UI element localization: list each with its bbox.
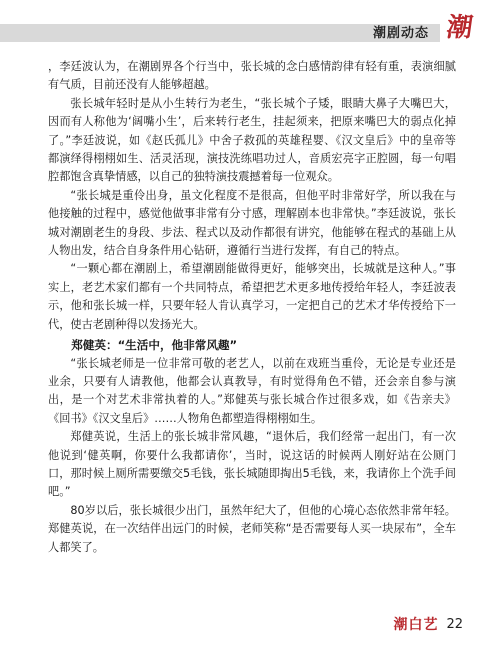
page-number: 22 xyxy=(446,616,463,632)
article-paragraph: 80岁以后，张长城很少出门，虽然年纪大了，但他的心境心态依然非常年轻。郑健英说，在一次结伴出远门的时候，老师笑称“是否需要每人买一块尿布”，全车人都笑了。 xyxy=(48,503,456,554)
article-subheading: 郑健英：“生活中，他非常风趣” xyxy=(71,338,238,353)
logo-stamp-icon: 潮 xyxy=(444,12,475,43)
article-paragraph: “张长城是重伶出身，虽文化程度不是很高，但他平时非常好学，所以我在与他接触的过程中，感觉他做事非常有分寸感，理解剧本也非常快。”李廷波说，张长城对潮剧老生的身段、步法、程式以及动作都很有讲究，他能够在程式的基础上从人物出发，结合自身条件用心钻研，遵循行当进行发挥，有自己的特点。 xyxy=(48,188,456,258)
article-paragraph: 郑健英说，生活上的张长城非常风趣，“退休后，我们经常一起出门，有一次他说到‘健英啊，你要什么我都请你’，当时，说这话的时候两人刚好站在公厕门口，那时候上厕所需要缴交5毛钱，张长城随即掏出5毛钱，来，我请你上个洗手间吧。” xyxy=(48,430,456,499)
footer-brand-logo: 潮白艺 xyxy=(393,617,439,633)
article-body xyxy=(48,58,456,557)
article-paragraph: ，李廷波认为，在潮剧界各个行当中，张长城的念白感情韵律有轻有重，表演细腻有气质，目前还没有人能够超越。 xyxy=(48,60,456,92)
article-paragraph: 张长城年轻时是从小生转行为老生，“张长城个子矮，眼睛大鼻子大嘴巴大，因而有人称他为‘阔嘴小生’，后来转行老生，挂起须来，把原来嘴巴大的弱点化掉了。”李廷波说，如《赵氏孤儿》中舍子救孤的英雄程婴、《汉文皇后》中的皇帝等都演绎得栩栩如生、活灵活现，演技洗练唱功过人，音质宏亮字正腔圆，每一句唱腔都饱含真挚情感，以自己的独特演技震撼着每一位观众。 xyxy=(48,96,456,184)
section-title: 潮剧动态 xyxy=(372,26,429,41)
page-footer xyxy=(393,611,463,637)
article-paragraph: “一颗心都在潮剧上，希望潮剧能做得更好，能够突出，长城就是这种人。”事实上，老艺术家们都有一个共同特点，希望把艺术更多地传授给年轻人，李廷波表示，他和张长城一样，只要年轻人肯认真学习，一定把自己的艺术才华传授给下一代，使古老剧种得以发扬光大。 xyxy=(48,262,456,331)
article-paragraph: “张长城老师是一位非常可敬的老艺人，以前在戏班当重伶，无论是专业还是业余，只要有人请教他，他都会认真教导，有时觉得角色不错，还会亲自参与演出，是一个对艺术非常执着的人。”郑健英与张长城合作过很多戏，如《告亲夫》《回书》《汉文皇后》……人物角色都塑造得栩栩如生。 xyxy=(48,356,456,425)
page-header xyxy=(0,0,497,44)
